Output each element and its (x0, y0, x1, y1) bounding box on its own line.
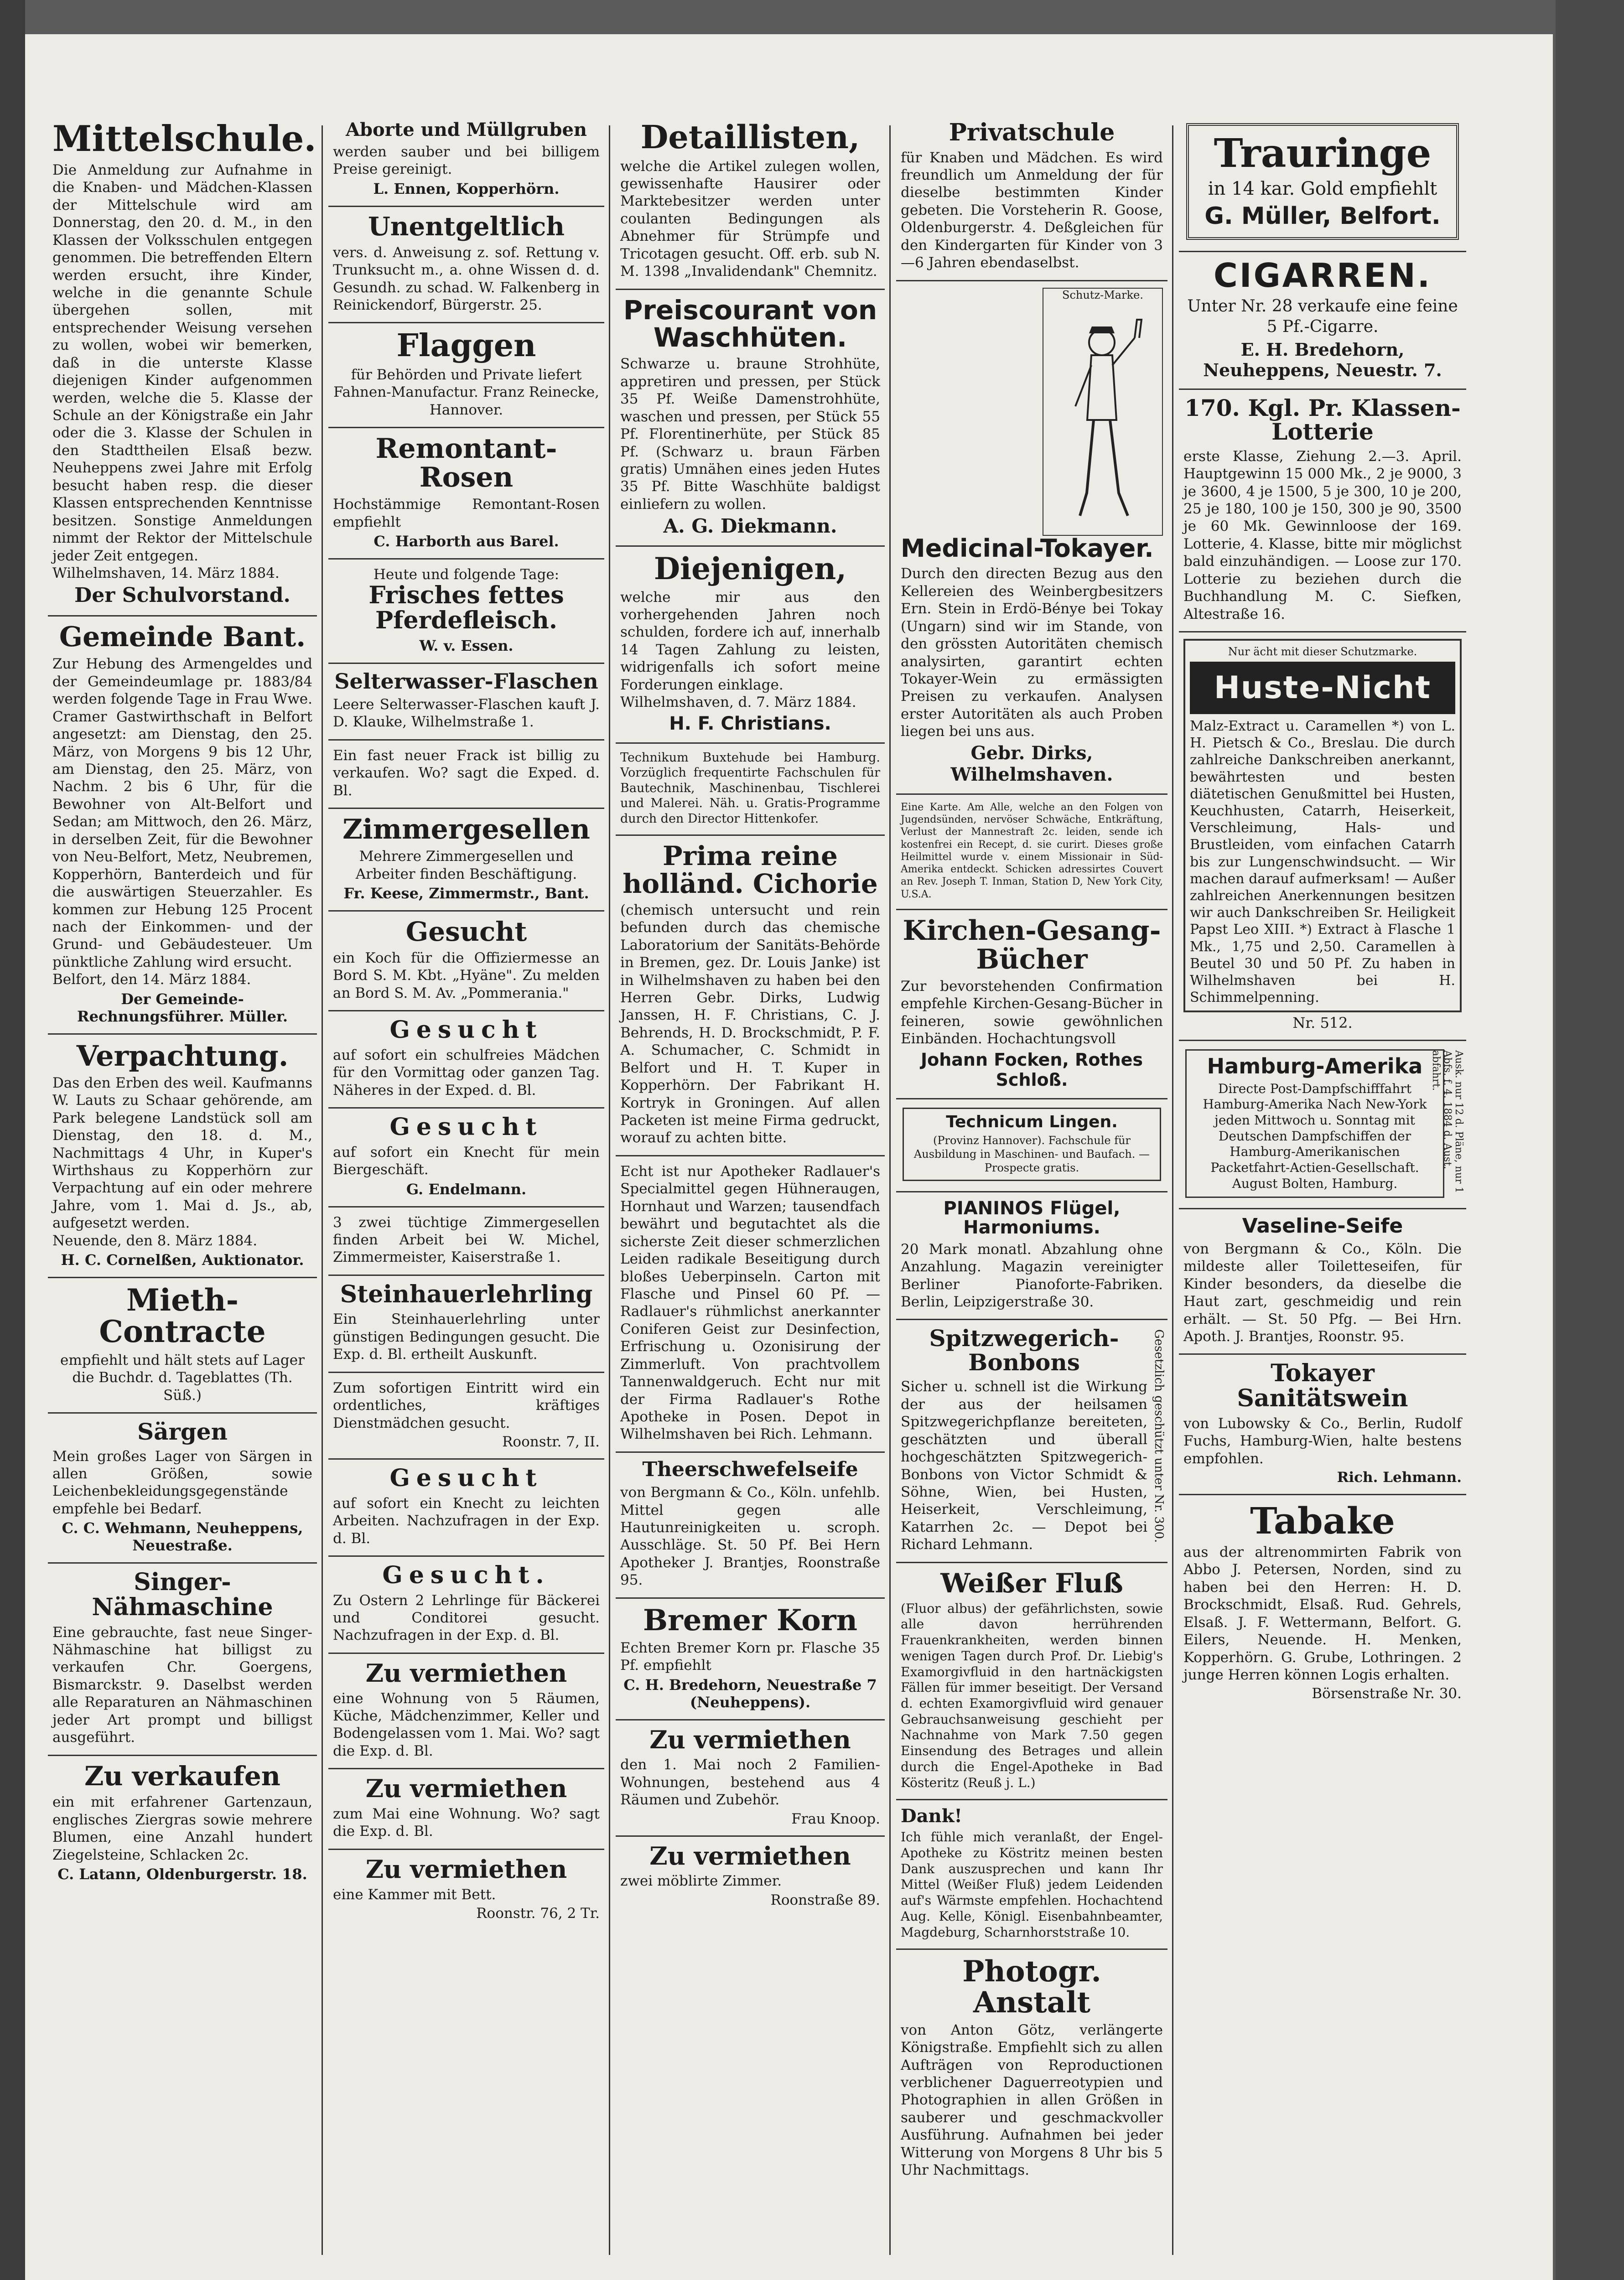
ad-heading: Tokayer Sanitätswein (1237, 1359, 1408, 1413)
ad-signature: Roonstraße 89. (770, 1891, 880, 1908)
ad-top-note: Nur ächt mit dieser Schutzmarke. (1228, 645, 1417, 658)
ad-heading: Gesucht (389, 1113, 543, 1141)
ad-body: (Fluor albus) der gefährlichsten, sowie alle davon herrührenden Frauenkrankheiten, werden binnen wenigen Tagen durch Prof. Dr. Liebig's Examorgivfluid in den hartnäckigsten Fällen für immer beseitigt. Der Versand d. echten Examorgivfluid wird genauer Gebrauchsanweisung geschieht per Nachnahme von Mark 7.50 gegen Einsendung des Betrages und allein durch die Engel-Apotheke in Bad Kösteritz (Reuß j. L.) (901, 1601, 1163, 1790)
ad-signature: W. v. Essen. (419, 637, 514, 654)
ad-body: von Lubowsky & Co., Berlin, Rudolf Fuchs, Hamburg-Wien, halte bestens empfohlen. (1183, 1415, 1462, 1467)
ad-signature: Frau Knoop. (791, 1810, 880, 1827)
ad-body: empfiehlt und hält stets auf Lager die Buchdr. d. Tageblattes (Th. Süß.) (60, 1352, 305, 1404)
column-1 (48, 114, 317, 2264)
ad-body: welche mir aus den vorhergehenden Jahren noch schulden, fordere ich auf, innerhalb 14 Tagen Zahlung zu leisten, widrigenfalls ich sofort meine Forderungen einklage. (620, 589, 880, 693)
ad-radlauer (616, 1156, 885, 1453)
ad-body: zwei möblirte Zimmer. (620, 1873, 782, 1890)
ad-mittelschule (48, 114, 317, 617)
ad-privatschule (896, 114, 1167, 281)
ad-vermiethen-2 (328, 1769, 604, 1850)
ad-body: zum Mai eine Wohnung. Wo? sagt die Exp. d. Bl. (333, 1806, 600, 1840)
ad-signature: Börsenstraße Nr. 30. (1312, 1685, 1462, 1702)
newspaper-page (25, 34, 1553, 2280)
ad-singer (48, 1564, 317, 1756)
ad-body: Durch den directen Bezug aus den Kellereien des Weinbergbesitzers Ern. Stein in Erdö-Bénye bei Tokay (Ungarn) sind wir im Stande, von den grössten Autoritäten chemisch analysirten, garantirt echten Tokayer-Wein zu ermässigten Preisen zu verkaufen. Analysen erster Autoritäten als auch Proben liegen bei uns aus. (901, 565, 1163, 740)
ad-heading: Theerschwefelseife (642, 1457, 858, 1481)
ad-date: Belfort, den 14. März 1884. (52, 971, 251, 988)
ad-body: ein Koch für die Offiziermesse an Bord S. M. Kbt. „Hyäne". Zu melden an Bord S. M. Av. „Pommerania." (333, 949, 600, 1001)
ad-heading: Zu vermiethen (649, 1841, 851, 1871)
ad-heading: Unentgeltlich (368, 211, 565, 242)
ad-saergen (48, 1414, 317, 1564)
ad-body: für Knaben und Mädchen. Es wird freundlich um Anmeldung der für dieselbe bestimmten Kinder gebeten. Die Vorsteherin R. Goose, Oldenburgerstr. 4. Deßgleichen für den Kindergarten für Kinder von 3—6 Jahren ebendaselbst. (901, 149, 1163, 271)
ad-aborte (328, 114, 604, 207)
ad-heading: Tabake (1250, 1499, 1395, 1542)
ad-body: Directe Post-Dampfschifffahrt Hamburg-Amerika Nach New-York jeden Mittwoch u. Sonntag mit Deutschen Dampfschiffen der Hamburg-Amerikanischen Packetfahrt-Actien-Gesellschaft. August Bolten, Hamburg. (1203, 1081, 1427, 1191)
ad-body: Ich fühle mich veranlaßt, der Engel-Apotheke zu Köstritz meinen besten Dank auszusprechen und kann Ihr Mittel (Weißer Fluß) jedem Leidenden auf's Wärmste empfehlen. Hochachtend Aug. Kelle, Königl. Eisenbahnbeamter, Magdeburg, Scharnhorststraße 10. (901, 1829, 1163, 1940)
ad-body: von Anton Götz, verlängerte Königstraße. Empfiehlt sich zu allen Aufträgen von Reproductionen verblichener Daguerreotypien und Photographien in allen Größen in sauberer und geschmackvoller Ausführung. Aufnahmen bei jeder Witterung von Morgens 8 Uhr bis 5 Uhr Nachmittags. (901, 2021, 1163, 2179)
ad-pianinos (896, 1192, 1167, 1321)
ad-body: auf sofort ein Knecht für mein Biergeschäft. (333, 1144, 600, 1178)
ad-signature: Gebr. Dirks, Wilhelmshaven. (950, 742, 1113, 785)
ad-heading: Dank! (901, 1805, 962, 1827)
column-rule (889, 125, 891, 2255)
side-note: Gesetzlich geschützt unter Nr. 300. (1152, 1329, 1166, 1543)
ad-vaseline-seife (1179, 1209, 1466, 1355)
ad-signature: Rich. Lehmann. (1337, 1469, 1462, 1486)
ad-signature: Der Gemeinde-Rechnungsführer. Müller. (77, 990, 288, 1025)
ad-heading: Huste-Nicht (1190, 662, 1455, 714)
ad-heading: Mieth-Contracte (99, 1282, 266, 1350)
ad-date: Wilhelmshaven, 14. März 1884. (52, 565, 280, 581)
ad-heading: Selterwasser-Flaschen (334, 668, 598, 694)
ad-heading: Weißer Fluß (940, 1567, 1123, 1599)
ad-body: den 1. Mai noch 2 Familien-Wohnungen, bestehend aus 4 Räumen und Zubehör. (620, 1757, 880, 1808)
ad-rosen (328, 428, 604, 560)
column-rule (1172, 125, 1173, 2255)
schutzmarke-label: Schutz-Marke. (1062, 288, 1143, 301)
ad-spitzwegerich (896, 1320, 1167, 1563)
ad-body: Sicher u. schnell ist die Wirkung der aus der heilsamen Spitzwegerichpflanze bereiteten, geschätzten und überall hochgeschätzten Spitzwegerich-Bonbons von Victor Schmidt & Söhne, Wien, bei Husten, Heiserkeit, Verschleimung, Katarrhen 2c. — Depot bei Richard Lehmann. (901, 1378, 1147, 1553)
ad-body: Zur bevorstehenden Confirmation empfehle Kirchen-Gesang-Bücher in feineren, sowie gewöhnlichen Einbänden. Hochachtungsvoll (901, 978, 1163, 1047)
ad-signature: Roonstr. 76, 2 Tr. (476, 1905, 600, 1922)
ad-heading: Detaillisten, (640, 118, 860, 156)
ad-body: vers. d. Anweisung z. sof. Rettung v. Trunksucht m., a. ohne Wissen d. d. Gesundh. zu schad. W. Falkenberg in Reinickendorf, Bürgerstr. 25. (333, 244, 600, 313)
ad-heading: Gesucht. (382, 1561, 550, 1589)
ad-signature: H. C. Cornelßen, Auktionator. (61, 1251, 304, 1269)
ad-heading: Zu vermiethen (365, 1658, 567, 1688)
ad-dank (896, 1800, 1167, 1950)
ad-heading: Vaseline-Seife (1242, 1214, 1403, 1238)
ad-body: Ein Steinhauerlehrling unter günstigen Bedingungen gesucht. Die Exp. d. Bl. ertheilt Auskunft. (333, 1311, 600, 1363)
ad-sanitaetswein (1179, 1355, 1466, 1495)
ad-body: für Behörden und Private liefert Fahnen-Manufactur. Franz Reinecke, Hannover. (333, 366, 599, 418)
ad-heading: PIANINOS Flügel, Harmoniums. (943, 1197, 1121, 1238)
ad-eine-karte (896, 795, 1167, 910)
ad-body: Hochstämmige Remontant-Rosen empfiehlt (333, 496, 600, 530)
ad-heading: Privatschule (949, 119, 1115, 146)
ad-vermiethen-5 (616, 1837, 885, 1917)
ad-signature: C. C. Wehmann, Neuheppens, Neuestraße. (62, 1519, 303, 1555)
ad-body: Das den Erben des weil. Kaufmanns W. Lauts zu Schaar gehörende, am Park belegene Landstück soll am Dienstag, den 18. d. M., Nachmittags 4 Uhr, in Kuper's Wirthshaus zu Kopperhörn zur Verpachtung auf ein oder mehrere Jahre, vom 1. Mai d. Js., ab, aufgesetzt werden. (52, 1074, 312, 1232)
ad-verpachtung (48, 1035, 317, 1278)
ad-body: Leere Selterwasser-Flaschen kauft J. D. Klauke, Wilhelmstraße 1. (333, 696, 600, 731)
ad-heading: Flaggen (396, 327, 536, 364)
ad-technicum-lingen (896, 1099, 1167, 1192)
ad-heading: Bremer Korn (643, 1603, 858, 1637)
ad-zimmergesellen (328, 809, 604, 912)
ad-gesucht-arbeiten (328, 1460, 604, 1557)
ad-body: Technikum Buxtehude bei Hamburg. Vorzüglich frequentirte Fachschulen für Bautechnik, Maschinenbau, Tischlerei und Malerei. Näh. u. Gratis-Programme durch den Director Hittenkofer. (620, 750, 880, 826)
ad-number: Nr. 512. (1292, 1014, 1353, 1032)
ad-body: Echt ist nur Apotheker Radlauer's Specialmittel gegen Hühneraugen, Hornhaut und Warzen; tausendfach bewährt und begutachtet als die sicherste Zeit dieser schmerzlichen Leiden radikale Beseitigung durch bloßes Ueberpinseln. Carton mit Flasche und Pinsel 60 Pf. — Radlauer's rühmlichst anerkannter Coniferen Geist zur Desinfection, Erfrischung u. Ozonisirung der Zimmerluft. Von prachtvollem Tannenwaldgeruch. Echt nur mit der Firma Radlauer's Rothe Apotheke in Posen. Depot in Wilhelmshaven bei Rich. Lehmann. (620, 1163, 880, 1443)
ad-body: auf sofort ein Knecht zu leichten Arbeiten. Nachzufragen in der Exp. d. Bl. (333, 1495, 600, 1547)
ad-heading: Diejenigen, (654, 551, 847, 587)
ad-body: eine Wohnung von 5 Räumen, Küche, Mädchenzimmer, Keller und Bodengelassen vom 1. Mai. Wo? sagt die Exp. d. Bl. (333, 1690, 600, 1759)
column-rule (609, 125, 610, 2255)
ad-body: ein mit erfahrener Gartenzaun, englisches Ziergras sowie mehrere Blumen, eine Anzahl hundert Ziegelsteine, Schlacken 2c. (52, 1794, 312, 1863)
ad-gesucht-lehrlinge (328, 1557, 604, 1654)
ad-body: von Bergmann & Co., Köln. unfehlb. Mittel gegen alle Hautunreinigkeiten u. scroph. Ausschläge. St. 50 Pf. Bei Hern Apotheker J. Brantjes, Roonstraße 95. (620, 1484, 880, 1589)
ad-dienstmaedchen (328, 1373, 604, 1460)
ad-tabake (1179, 1495, 1466, 1710)
ad-signature: H. F. Christians. (669, 713, 831, 734)
column-4 (896, 114, 1167, 2264)
ad-body: Zur Hebung des Armengeldes und der Gemeindeumlage pr. 1883/84 werden folgende Tage in Frau Wwe. Cramer Gastwirthschaft in Belfort angesetzt: am Dienstag, den 25. März, von Morgens 9 bis 12 Uhr, am Dienstag, den 25. März, von Nachm. 2 bis 6 Uhr, für die Bewohner von Alt-Belfort und Sedan; am Mittwoch, den 26. März, in derselben Zeit, für die Bewohner von Neu-Belfort, Metz, Neubremen, Kopperhörn, Banterdeich und für die auswärtigen Steuerzahler. Es kommen zur Hebung 125 Procent nach der Einkommen- und der Grund- und Gebäudesteuer. Um pünktliche Zahlung wird ersucht. (52, 656, 312, 970)
ad-heading: Photogr. Anstalt (962, 1954, 1101, 2020)
ad-lotterie (1179, 390, 1466, 632)
binding-edge (0, 0, 25, 2280)
ad-body: erste Klasse, Ziehung 2.—3. April. Hauptgewinn 15 000 Mk., 2 je 9000, 3 je 3600, 4 je 1500, 5 je 300, 10 je 200, 25 je 180, 100 je 150, 300 je 90, 3500 je 60 Mk. Gewinnloose der 169. Lotterie, 4. Klasse, bitte mir möglichst bald einzuhändigen. — Loose zur 170. Lotterie zu beziehen durch die Buchhandlung M. C. Siefken, Altestraße 16. (1183, 448, 1462, 622)
ad-heading: Prima reine holländ. Cichorie (623, 840, 878, 899)
ad-body: Eine Karte. Am Alle, welche an den Folgen von Jugendsünden, nervöser Schwäche, Entkräftung, Verlust der Mannestraft 2c. leiden, sende ich kostenfrei ein Recept, d. sie curirt. Dieses große Heilmittel wurde v. einem Missionair in Süd-Amerika entdeckt. Schicken adressirtes Couvert an Rev. Joseph T. Inman, Station D, New York City, U.S.A. (901, 801, 1163, 900)
ad-body: (Provinz Hannover). Fachschule für Ausbildung in Maschinen- und Baufach. — Prospecte gratis. (913, 1134, 1150, 1174)
ad-body: von Bergmann & Co., Köln. Die mildeste aller Toiletteseifen, für Kinder besonders, da dieselbe die Haut zart, geschmeidig und rein erhält. — St. 50 Pfg. — Bei Hrn. Apoth. J. Brantjes, Roonstr. 95. (1183, 1240, 1462, 1345)
ad-heading: Steinhauerlehrling (340, 1280, 593, 1308)
ad-photogr-anstalt (896, 1950, 1167, 2187)
ad-weisser-fluss (896, 1563, 1167, 1801)
ad-waschhueten (616, 290, 885, 547)
ad-signature: E. H. Bredehorn, Neuheppens, Neuestr. 7. (1203, 339, 1442, 380)
ad-heading: Gesucht (389, 1464, 543, 1492)
side-note: Ausk. nur 12 d. Pläne, nur 1 Abfs. f. 4. 1884 d. Aust. abfahrt. (1430, 1050, 1464, 1193)
ad-signature: C. H. Bredehorn, Neuestraße 7 (Neuheppens). (623, 1676, 877, 1711)
ad-heading: Zu verkaufen (84, 1760, 280, 1792)
ad-gesucht-knecht (328, 1109, 604, 1207)
schutzmarke-illustration (1043, 288, 1163, 536)
ad-signature: C. Latann, Oldenburgerstr. 18. (57, 1865, 307, 1883)
ad-zimmergesellen-2 (328, 1207, 604, 1276)
ad-heading: Preiscourant von Waschhüten. (623, 294, 877, 353)
ad-trauringe (1179, 114, 1466, 252)
ad-body: Mein großes Lager von Särgen in allen Größen, sowie Leichenbekleidungsgegenstände empfehle bei Bedarf. (52, 1448, 312, 1517)
ad-heading: Remontant-Rosen (375, 433, 557, 494)
ad-signature: L. Ennen, Kopperhörn. (373, 180, 560, 197)
ad-body: Echten Bremer Korn pr. Flasche 35 Pf. empfiehlt (620, 1639, 880, 1674)
ad-signature: Roonstr. 7, II. (502, 1434, 600, 1451)
ad-heading: Zu vermiethen (365, 1854, 567, 1884)
ad-huste-nicht (1179, 632, 1466, 1041)
ad-pferdefleisch (328, 560, 604, 664)
scan-edge (1556, 0, 1624, 2280)
ad-body: in 14 kar. Gold empfiehlt (1208, 178, 1437, 200)
ad-heading: Zu vermiethen (649, 1725, 851, 1754)
ad-heading: Gemeinde Bant. (59, 621, 306, 653)
ad-heading: Spitzwegerich-Bonbons (929, 1325, 1119, 1376)
ad-signature: Johann Focken, Rothes Schloß. (920, 1049, 1143, 1090)
ad-zu-verkaufen (48, 1756, 317, 1891)
ad-heading: Gesucht (405, 916, 527, 947)
ad-gesucht-koch (328, 912, 604, 1011)
ad-heading: Hamburg-Amerika (1207, 1054, 1423, 1079)
ad-body: aus der altrenommirten Fabrik von Abbo J. Petersen, Norden, sind zu haben bei den Herren: H. D. Brockschmidt, Elsaß. Rud. Gehrels, Elsaß. J. F. Wettermann, Belfort. G. Eilers, Neuende. H. Menken, Kopperhörn. G. Grube, Lothringen. 2 junge Herren können Logis erhalten. (1183, 1544, 1462, 1683)
ad-body: Eine gebrauchte, fast neue Singer-Nähmaschine hat billigst zu verkaufen Chr. Goergens, Bismarckstr. 9. Daselbst werden alle Reparaturen an Nähmaschinen jeder Art prompt und billigst ausgeführt. (52, 1624, 312, 1746)
ad-gesangbuecher (896, 910, 1167, 1099)
ad-body: Malz-Extract u. Caramellen *) von L. H. Pietsch & Co., Breslau. Die durch zahlreiche Dankschreiben anerkannt, bewährtesten und besten diätetischen Genußmittel bei Husten, Keuchhusten, Catarrh, Heiserkeit, Verschleimung, Hals- und Brustleiden, vom einfachen Catarrh bis zur Lungenschwindsucht. — Wir machen darauf aufmerksam! — Außer zahlreichen Anerkennungen besitzen wir auch Dankschreiben Sr. Heiligkeit Papst Leo XIII. *) Extract à Flasche 1 Mk., 1,75 und 2,50. Caramellen à Beutel 30 und 50 Pf. Zu haben in Wilhelmshaven bei H. Schimmelpenning. (1190, 718, 1455, 1006)
ad-heading: Mittelschule. (52, 118, 316, 160)
ad-signature: G. Endelmann. (406, 1180, 527, 1198)
ad-detaillisten (616, 114, 885, 290)
ad-cigarren (1179, 252, 1466, 390)
ad-signature: Fr. Keese, Zimmermstr., Bant. (343, 884, 589, 902)
ad-technikum-buxtehude (616, 744, 885, 836)
ad-heading: Kirchen-Gesang-Bücher (903, 914, 1161, 975)
ad-body: Ein fast neuer Frack ist billig zu verkaufen. Wo? sagt die Exped. d. Bl. (333, 747, 600, 799)
ad-body: Zum sofortigen Eintritt wird ein ordentliches, kräftiges Dienstmädchen gesucht. (333, 1379, 600, 1431)
ad-cichorie (616, 836, 885, 1156)
ad-heading: Trauringe (1214, 130, 1432, 176)
ad-frack (328, 741, 604, 809)
ad-diejenigen (616, 547, 885, 743)
ad-gesucht-maedchen (328, 1011, 604, 1109)
ad-heading: Zu vermiethen (365, 1774, 567, 1803)
ad-heading: Zimmergesellen (342, 814, 590, 846)
ad-signature: Der Schulvorstand. (74, 584, 291, 607)
ad-heading: Singer-Nähmaschine (92, 1568, 273, 1621)
column-rule (322, 125, 323, 2255)
ad-signature: G. Müller, Belfort. (1204, 202, 1441, 230)
ad-steinhauer (328, 1276, 604, 1373)
ad-gemeinde-bant (48, 617, 317, 1034)
ad-vermiethen-1 (328, 1654, 604, 1769)
ad-signature: C. Harborth aus Barel. (374, 533, 559, 550)
ad-flaggen (328, 323, 604, 428)
ad-bremer-korn (616, 1599, 885, 1720)
ad-heading: 170. Kgl. Pr. Klassen-Lotterie (1184, 394, 1461, 446)
ad-theerschwefelseife (616, 1453, 885, 1599)
ad-body: Schwarze u. braune Strohhüte, appretiren und pressen, per Stück 35 Pf. Weiße Damenstrohhüte, waschen und pressen, per Stück 55 Pf. Florentinerhüte, per Stück 85 Pf. (Schwarz u. braun Färben gratis) Umnähen eines jeden Hutes 35 Pf. Bitte Waschhüte baldigst einliefern zu wollen. (620, 356, 880, 513)
ad-hamburg-amerika (1179, 1041, 1466, 1209)
ad-body: Heute und folgende Tage: (373, 566, 560, 583)
ad-body: werden sauber und bei billigem Preise gereinigt. (333, 144, 600, 178)
ad-heading: Frisches fettes Pferdefleisch. (368, 581, 564, 635)
ad-unentgeltlich (328, 207, 604, 324)
ad-body: eine Kammer mit Bett. (333, 1886, 496, 1903)
ad-body: Zu Ostern 2 Lehrlinge für Bäckerei und Conditorei gesucht. Nachzufragen in der Exp. d. Bl. (333, 1592, 600, 1644)
ad-body: Die Anmeldung zur Aufnahme in die Knaben- und Mädchen-Klassen der Mittelschule wird am Donnerstag, den 20. d. M., in den Klassen der Volksschulen entgegen genommen. Die betreffenden Eltern werden ersucht, ihre Kinder, welche in die genannte Schule übergehen sollen, mit entsprechender Weisung versehen zu wollen, wobei wir bemerken, daß in die unterste Klasse diejenigen Kinder aufgenommen werden, welche die 5. Klasse der Schule an der Königstraße ein Jahr oder die 3. Klasse der Schulen in den Stadttheilen Elsaß bezw. Neuheppens zwei Jahre mit Erfolg besucht haben resp. die dieser Klassen entsprechenden Kenntnisse besitzen. Sonstige Anmeldungen nimmt der Rektor der Mittelschule jeder Zeit entgegen. (52, 161, 312, 564)
ad-medicinal-tokayer (896, 281, 1167, 795)
ad-signature: A. G. Diekmann. (663, 515, 837, 538)
ad-heading: Technicum Lingen. (946, 1112, 1118, 1131)
ad-vermiethen-3 (328, 1850, 604, 1930)
man-with-glass-icon (1043, 301, 1160, 529)
ad-heading: CIGARREN. (1213, 256, 1432, 295)
ad-heading: Verpachtung. (76, 1039, 289, 1073)
ad-body: welche die Artikel zulegen wollen, gewissenhafte Hausirer oder Marktebesitzer werden unter coulanten Bedingungen als Abnehmer für Strümpfe und Tricotagen gesucht. Off. erb. sub N. M. 1398 „Invalidendank" Chemnitz. (620, 158, 880, 280)
ad-selterwasser (328, 664, 604, 741)
ad-mieth-contracte (48, 1278, 317, 1414)
ad-body: Unter Nr. 28 verkaufe eine feine 5 Pf.-Cigarre. (1187, 297, 1458, 337)
ad-vermiethen-4 (616, 1720, 885, 1837)
ad-body: 3 zwei tüchtige Zimmergesellen finden Arbeit bei W. Michel, Zimmermeister, Kaiserstraße 1. (333, 1214, 600, 1266)
ad-date: Neuende, den 8. März 1884. (52, 1232, 258, 1249)
ad-body: auf sofort ein schulfreies Mädchen für den Vormittag oder ganzen Tag. Näheres in der Exped. d. Bl. (333, 1047, 600, 1099)
ad-heading: Gesucht (389, 1016, 543, 1044)
column-5 (1179, 114, 1466, 2264)
column-2 (328, 114, 604, 2264)
ad-heading: Särgen (137, 1418, 228, 1446)
ad-heading: Aborte und Müllgruben (345, 119, 587, 140)
ad-date: Wilhelmshaven, d. 7. März 1884. (620, 694, 856, 711)
ad-body: Mehrere Zimmergesellen und Arbeiter finden Beschäftigung. (355, 848, 577, 882)
ad-heading: Medicinal-Tokayer. (901, 534, 1154, 563)
ad-body: 20 Mark monatl. Abzahlung ohne Anzahlung. Magazin vereinigter Berliner Pianoforte-Fabriken. Berlin, Leipzigerstraße 30. (901, 1241, 1163, 1310)
ad-body: (chemisch untersucht und rein befunden durch das chemische Laboratorium der Sanitäts-Behörde in Bremen, gez. Dr. Louis Janke) ist in Wilhelmshaven zu haben bei den Herren Gebr. Dirks, Ludwig Janssen, H. F. Christians, C. J. Behrends, H. D. Brockschmidt, P. F. A. Schumacher, C. Schmidt in Belfort und H. T. Kuper in Kopperhörn. Der Fabrikant H. Kortryk in Groningen. Auf allen Packeten ist meine Firma gedruckt, worauf zu achten bitte. (620, 902, 880, 1146)
column-3 (616, 114, 885, 2264)
